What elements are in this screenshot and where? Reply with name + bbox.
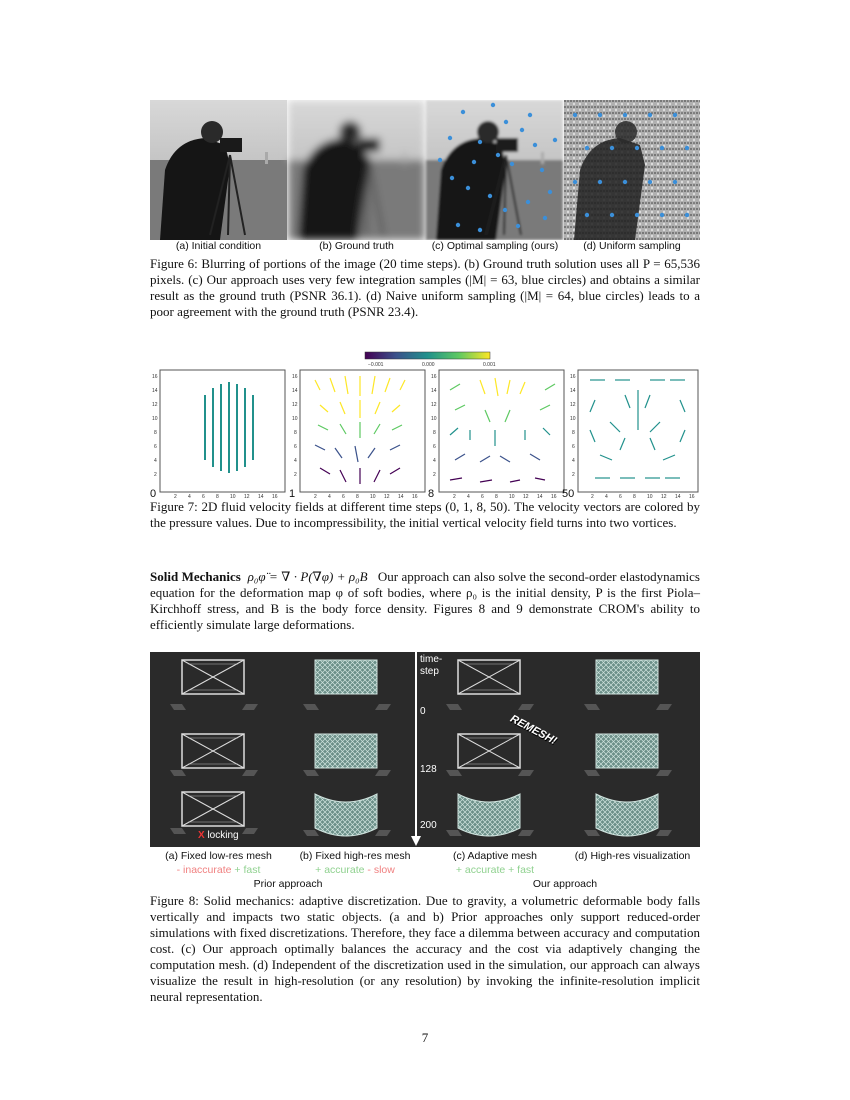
- fig6-caption: Figure 6: Blurring of portions of the image (20 time steps). (b) Ground truth solution uses all P = 65,536 pixels. (c) Our approach uses very few integration samples (|M| = 63, blue circles) and obtains a similar result as the ground truth (PSNR 36.1). (d) Naive uniform sampling (|M| = 64, blue circles) leads to a poor agreement with the ground truth (PSNR 23.4).: [150, 256, 700, 319]
- image-uniform-sampling: [564, 100, 700, 240]
- fig7-panel-label-1: 1: [289, 488, 296, 500]
- colorbar-tick-mid: 0.000: [422, 362, 435, 368]
- fig8-group-prior: Prior approach: [253, 878, 323, 890]
- svg-text:16: 16: [570, 374, 576, 380]
- fig7-caption: Figure 7: 2D fluid velocity fields at different time steps (0, 1, 8, 50). The velocity vectors are colored by the pressure values. Due to incompressibility, the initial vertical velocity field turns into two vortices.: [150, 499, 700, 530]
- figure-7: [150, 350, 700, 500]
- svg-text:10: 10: [152, 416, 158, 422]
- svg-text:2: 2: [314, 494, 317, 500]
- svg-text:14: 14: [570, 388, 576, 394]
- locking-label: X locking: [198, 830, 239, 841]
- fig8-caption: Figure 8: Solid mechanics: adaptive discretization. Due to gravity, a volumetric deformable body falls vertically and impacts two static objects. (a and b) Prior approaches only support reduced-order simulations with fixed discretizations. Therefore, they face a dilemma between accuracy and computation cost. (c) Our approach optimally balances the accuracy and the cost via adaptively changing the computation mesh. (d) Independent of the discretization used in the simulation, our approach can always visualize the result in high-resolution (or any resolution) by invoking the infinite-resolution implicit neural representation.: [150, 893, 700, 1004]
- fig8-group-ours: Our approach: [532, 878, 598, 890]
- colorbar-tick-min: −0.001: [368, 362, 384, 368]
- svg-text:2: 2: [572, 472, 575, 478]
- fig7-panel-label-50: 50: [562, 488, 575, 500]
- svg-text:12: 12: [384, 494, 390, 500]
- timestep-0: 0: [420, 706, 426, 717]
- svg-text:8: 8: [433, 430, 436, 436]
- figure-8-panel: [150, 652, 700, 847]
- svg-text:16: 16: [292, 374, 298, 380]
- svg-text:6: 6: [433, 444, 436, 450]
- svg-text:14: 14: [152, 388, 158, 394]
- svg-text:16: 16: [551, 494, 557, 500]
- svg-text:6: 6: [202, 494, 205, 500]
- svg-text:2: 2: [154, 472, 157, 478]
- figure-8-graphics: [150, 652, 700, 847]
- svg-text:6: 6: [294, 444, 297, 450]
- fig7-panel-label-0: 0: [150, 488, 157, 500]
- svg-text:2: 2: [174, 494, 177, 500]
- svg-text:10: 10: [230, 494, 236, 500]
- svg-text:12: 12: [152, 402, 158, 408]
- svg-text:8: 8: [633, 494, 636, 500]
- svg-text:10: 10: [509, 494, 515, 500]
- svg-text:8: 8: [216, 494, 219, 500]
- page-number: 7: [421, 1030, 429, 1045]
- svg-text:10: 10: [292, 416, 298, 422]
- svg-text:6: 6: [619, 494, 622, 500]
- svg-text:2: 2: [453, 494, 456, 500]
- svg-text:16: 16: [689, 494, 695, 500]
- svg-text:12: 12: [661, 494, 667, 500]
- svg-text:12: 12: [244, 494, 250, 500]
- svg-text:4: 4: [154, 458, 157, 464]
- fig8-sublabel-c: (c) Adaptive mesh: [452, 850, 538, 862]
- fig8-sublabel-a: (a) Fixed low-res mesh: [165, 850, 272, 862]
- colorbar: [365, 352, 490, 359]
- svg-text:4: 4: [328, 494, 331, 500]
- svg-text:8: 8: [294, 430, 297, 436]
- fig7-panel-label-8: 8: [428, 488, 435, 500]
- svg-text:14: 14: [675, 494, 681, 500]
- svg-text:12: 12: [570, 402, 576, 408]
- image-initial-condition: [150, 100, 287, 240]
- svg-text:12: 12: [431, 402, 437, 408]
- timestep-label: time- step: [420, 654, 443, 677]
- image-optimal-sampling: [426, 100, 563, 240]
- svg-text:10: 10: [570, 416, 576, 422]
- svg-text:14: 14: [398, 494, 404, 500]
- svg-text:4: 4: [605, 494, 608, 500]
- svg-text:14: 14: [258, 494, 264, 500]
- section-heading: Solid Mechanics: [150, 569, 241, 584]
- svg-text:16: 16: [412, 494, 418, 500]
- svg-text:14: 14: [292, 388, 298, 394]
- svg-text:16: 16: [431, 374, 437, 380]
- colorbar-tick-max: 0.001: [483, 362, 496, 368]
- svg-text:8: 8: [356, 494, 359, 500]
- fig8-quality-c: + accurate + fast: [455, 864, 535, 876]
- svg-text:2: 2: [591, 494, 594, 500]
- figure-6-images: [150, 100, 700, 240]
- fig6-sublabel-c: (c) Optimal sampling (ours): [431, 240, 559, 252]
- svg-text:10: 10: [647, 494, 653, 500]
- svg-text:16: 16: [272, 494, 278, 500]
- svg-text:14: 14: [537, 494, 543, 500]
- svg-text:16: 16: [152, 374, 158, 380]
- svg-text:8: 8: [572, 430, 575, 436]
- svg-text:12: 12: [523, 494, 529, 500]
- svg-text:8: 8: [154, 430, 157, 436]
- svg-text:6: 6: [342, 494, 345, 500]
- fig8-quality-a: - inaccurate + fast: [176, 864, 261, 876]
- svg-text:8: 8: [495, 494, 498, 500]
- fig6-sublabel-a: (a) Initial condition: [175, 240, 262, 252]
- velocity-plot-t0: [160, 370, 285, 492]
- solid-mechanics-paragraph: [150, 569, 700, 633]
- figure-7-plots: [150, 350, 700, 500]
- remesh-label: REMESH!: [508, 712, 559, 748]
- svg-text:10: 10: [370, 494, 376, 500]
- velocity-vectors-t0: [205, 382, 253, 473]
- velocity-plot-t50: [578, 370, 698, 492]
- timestep-128: 128: [420, 764, 437, 775]
- svg-text:4: 4: [433, 458, 436, 464]
- svg-text:2: 2: [433, 472, 436, 478]
- locking-x-mark: X: [198, 830, 205, 841]
- svg-text:10: 10: [431, 416, 437, 422]
- solid-mechanics-body: Our approach can also solve the second-order elastodynamics equation for the deformation map φ of soft bodies, where ρ₀ is the initial density, P is the first Piola–Kirchhoff stress, and B is the body force density. Figures 8 and 9 demonstrate CROM's ability to efficiently simulate large deformations.: [150, 569, 700, 632]
- timestep-200: 200: [420, 820, 437, 831]
- svg-text:4: 4: [467, 494, 470, 500]
- svg-text:4: 4: [188, 494, 191, 500]
- fig8-quality-b: + accurate - slow: [315, 864, 395, 876]
- svg-text:6: 6: [154, 444, 157, 450]
- svg-text:6: 6: [481, 494, 484, 500]
- figure-6: [150, 100, 700, 240]
- fig6-sublabel-d: (d) Uniform sampling: [583, 240, 681, 252]
- svg-text:14: 14: [431, 388, 437, 394]
- timeline-arrowhead: [411, 836, 421, 846]
- svg-text:12: 12: [292, 402, 298, 408]
- image-ground-truth: [288, 100, 425, 240]
- svg-text:4: 4: [572, 458, 575, 464]
- svg-text:4: 4: [294, 458, 297, 464]
- fig6-sublabel-b: (b) Ground truth: [319, 240, 394, 252]
- svg-text:6: 6: [572, 444, 575, 450]
- elastodynamics-equation: ρ₀φ̈ = ∇ · P(∇φ) + ρ₀B: [247, 569, 368, 584]
- svg-text:2: 2: [294, 472, 297, 478]
- fig8-sublabel-b: (b) Fixed high-res mesh: [299, 850, 411, 862]
- fig8-sublabel-d: (d) High-res visualization: [574, 850, 691, 862]
